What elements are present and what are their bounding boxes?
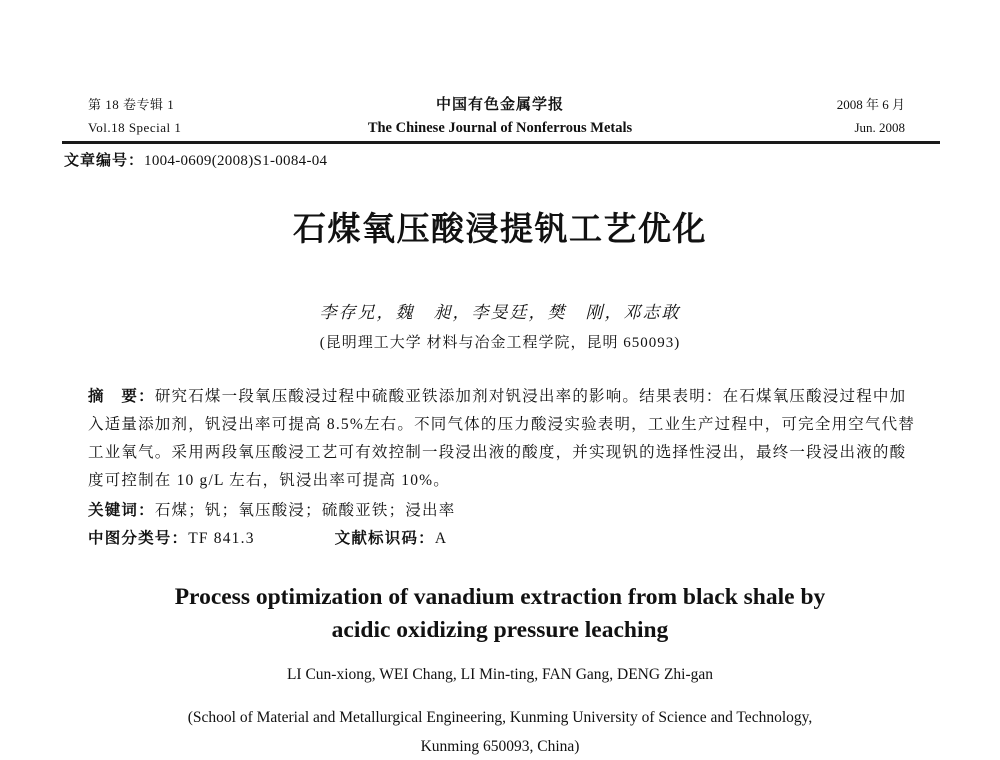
- keywords-label: 关键词：: [88, 502, 155, 519]
- classification-line: [88, 526, 447, 548]
- keywords-value: 石煤；钒；氧压酸浸；硫酸亚铁；浸出率: [154, 502, 456, 519]
- clc-label: 中图分类号：: [88, 530, 189, 547]
- volume-line-en: Vol.18 Special 1: [88, 120, 182, 135]
- journal-name-en: The Chinese Journal of Nonferrous Metals: [367, 120, 633, 136]
- affiliation-cn: (昆明理工大学 材料与冶金工程学院，昆明 650093): [319, 335, 681, 351]
- abstract-line-4: 度可控制在 10 g/L 左右，钒浸出率可提高 10%。: [88, 472, 450, 489]
- clc-value: TF 841.3: [188, 530, 255, 547]
- date-en: Jun. 2008: [854, 120, 905, 135]
- keywords-line: [88, 498, 455, 520]
- paper-title-cn: 石煤氧压酸浸提钒工艺优化: [293, 212, 707, 248]
- article-number-value: 1004-0609(2008)S1-0084-04: [144, 153, 328, 169]
- doc-code-label: 文献标识码：: [334, 530, 435, 547]
- date-cn: 2008 年 6 月: [836, 97, 905, 112]
- paper-title-en: [0, 581, 1000, 647]
- affiliation-en: [0, 703, 1000, 760]
- abstract-line-2: 入适量添加剂，钒浸出率可提高 8.5%左右。不同气体的压力酸浸实验表明，工业生产过程中，可完全用空气代替: [88, 416, 916, 433]
- abstract-line-3: 工业氧气。采用两段氧压酸浸工艺可有效控制一段浸出液的酸度，并实现钒的选择性浸出，最终一段浸出液的酸: [88, 444, 907, 461]
- abstract-line-1: [88, 383, 920, 411]
- abstract-label: 摘 要：: [88, 388, 155, 405]
- doc-code-value: A: [434, 530, 448, 547]
- volume-line-cn: 第 18 卷专辑 1: [88, 97, 175, 112]
- article-number-label: 文章编号：: [64, 152, 145, 169]
- affiliation-en-line-2: Kunming 650093, China): [420, 738, 580, 755]
- journal-name-cn: 中国有色金属学报: [435, 97, 564, 113]
- abstract-line-1-text: 研究石煤一段氧压酸浸过程中硫酸亚铁添加剂对钒浸出率的影响。结果表明：在石煤氧压酸浸过程中加: [154, 388, 907, 405]
- journal-date: [837, 93, 905, 139]
- paper-title-en-line-2: acidic oxidizing pressure leaching: [331, 617, 669, 643]
- authors-en: LI Cun-xiong, WEI Chang, LI Min-ting, FAN Gang, DENG Zhi-gan: [286, 666, 714, 683]
- article-number-line: [64, 149, 327, 170]
- abstract-block: [88, 383, 920, 495]
- header-divider-rule: [62, 141, 940, 144]
- affiliation-en-line-1: (School of Material and Metallurgical Engineering, Kunming University of Science and Technology,: [187, 709, 813, 726]
- paper-title-en-line-1: Process optimization of vanadium extraction from black shale by: [174, 584, 826, 610]
- authors-cn: 李存兄，魏 昶，李旻廷，樊 刚，邓志敢: [319, 303, 681, 322]
